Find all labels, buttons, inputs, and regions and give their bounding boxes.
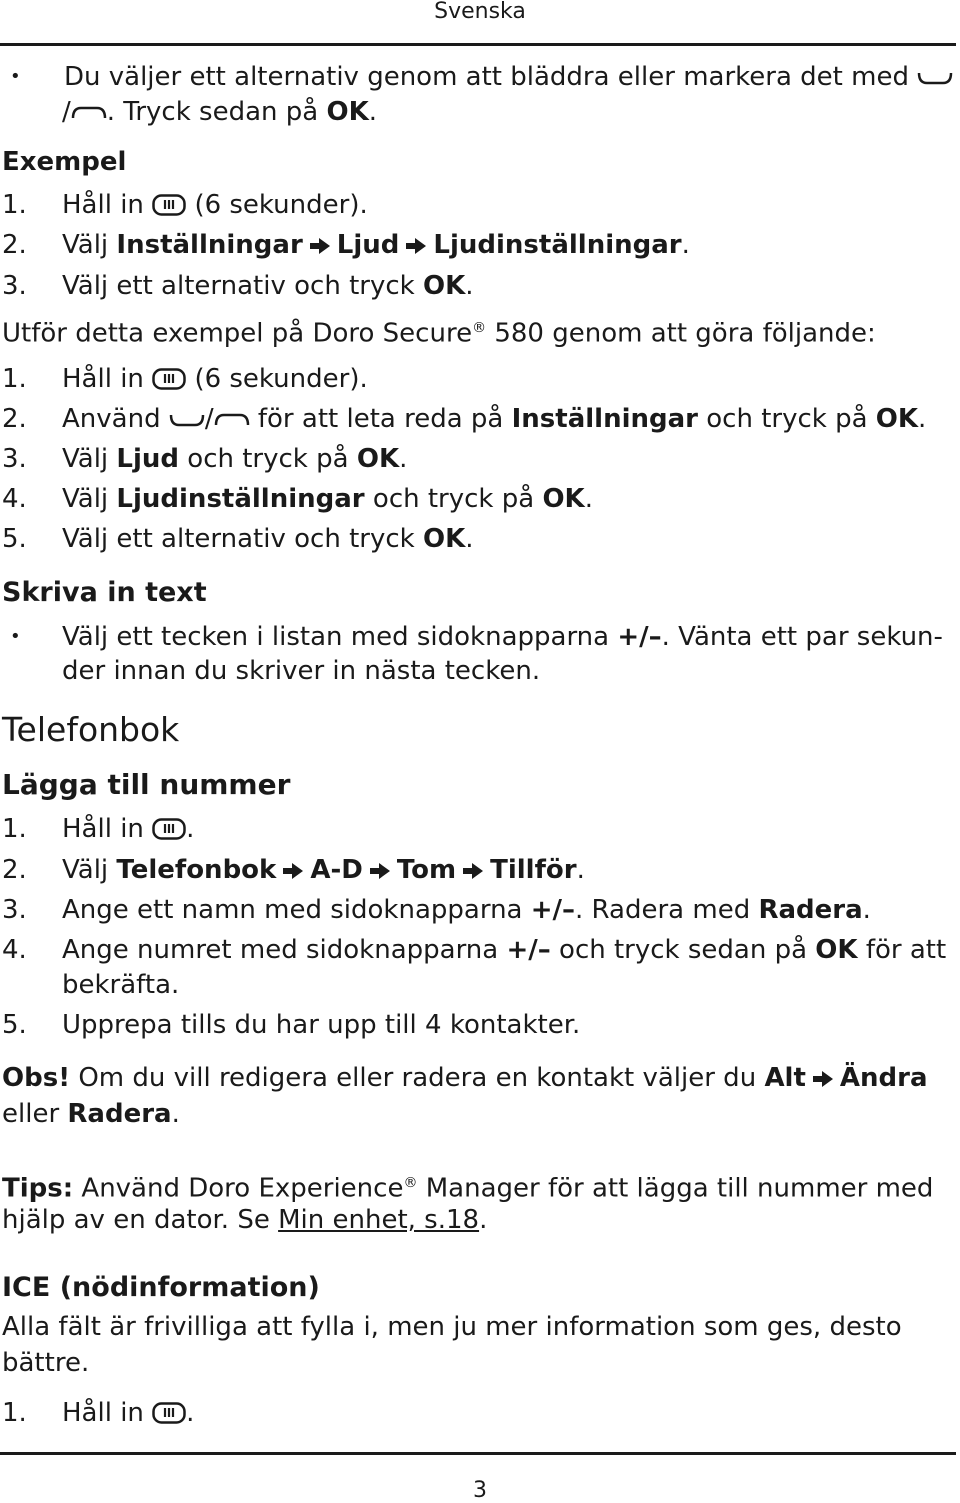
write-text-line2: der innan du skriver in nästa tecken.: [62, 656, 541, 686]
intro-bullet-line2: / . Tryck sedan på OK.: [62, 97, 377, 127]
bullet-dot: •: [10, 66, 21, 87]
key-icon: [152, 194, 186, 216]
phonebook-step-4-text: Ange numret med sidoknapparna +/– och tryck sedan på OK för att: [62, 935, 947, 965]
page-number: 3: [473, 1478, 487, 1503]
arrow-right-icon: [462, 862, 484, 880]
write-text-heading: Skriva in text: [2, 577, 207, 608]
ice-step-1-num: 1.: [2, 1398, 27, 1428]
example-step-2-num: 2.: [2, 230, 27, 260]
arrow-right-icon: [369, 862, 391, 880]
nav-down-icon: [917, 70, 953, 86]
example-step-3-num: 3.: [2, 271, 27, 301]
phonebook-step-5-num: 5.: [2, 1010, 27, 1040]
secure-step-5-num: 5.: [2, 524, 27, 554]
phonebook-step-3-num: 3.: [2, 895, 27, 925]
arrow-right-icon: [309, 237, 331, 255]
example-heading: Exempel: [2, 147, 127, 177]
add-number-heading: Lägga till nummer: [2, 768, 291, 801]
arrow-right-icon: [282, 862, 304, 880]
ice-step-1-text: Håll in .: [62, 1398, 195, 1428]
secure-step-4-num: 4.: [2, 484, 27, 514]
example-step-1: 1.: [2, 190, 27, 220]
phonebook-step-1-text: Håll in .: [62, 814, 195, 844]
secure-step-2-num: 2.: [2, 404, 27, 434]
example-step-1-text: Håll in (6 sekunder).: [62, 190, 368, 220]
key-icon: [152, 818, 186, 840]
key-icon: [152, 1402, 186, 1424]
min-enhet-link[interactable]: Min enhet, s.18: [278, 1205, 480, 1235]
tip-line1: Tips: Använd Doro Experience® Manager för att lägga till nummer med: [2, 1173, 934, 1204]
example-step-3-text: Välj ett alternativ och tryck OK.: [62, 271, 474, 301]
arrow-right-icon: [812, 1070, 834, 1088]
ice-line1: Alla fält är frivilliga att fylla i, men ju mer information som ges, desto: [2, 1312, 902, 1342]
ok-label: OK: [326, 97, 369, 127]
note-line1: Obs! Om du vill redigera eller radera en kontakt väljer du Alt Ändra: [2, 1063, 928, 1093]
page-header-language: Svenska: [434, 0, 526, 24]
tip-line2: hjälp av en dator. Se Min enhet, s.18.: [2, 1205, 488, 1235]
intro-text: Du väljer ett alternativ genom att bläddra eller markera det med: [64, 62, 909, 92]
secure-step-1-text: Håll in (6 sekunder).: [62, 364, 368, 394]
secure-step-4-text: Välj Ljudinställningar och tryck på OK.: [62, 484, 593, 514]
ice-heading: ICE (nödinformation): [2, 1272, 320, 1303]
secure-step-5-text: Välj ett alternativ och tryck OK.: [62, 524, 474, 554]
header-rule: [0, 43, 956, 46]
nav-down-icon: [169, 412, 205, 428]
write-text-line1: Välj ett tecken i listan med sidoknapparna +/–. Vänta ett par sekun-: [62, 622, 943, 652]
secure-step-3-text: Välj Ljud och tryck på OK.: [62, 444, 408, 474]
phonebook-step-3-text: Ange ett namn med sidoknapparna +/–. Radera med Radera.: [62, 895, 871, 925]
secure-step-3-num: 3.: [2, 444, 27, 474]
footer-rule: [0, 1452, 956, 1455]
secure-step-2-text: Använd / för att leta reda på Inställningar och tryck på OK.: [62, 404, 927, 434]
phonebook-step-5-text: Upprepa tills du har upp till 4 kontakter.: [62, 1010, 581, 1040]
nav-up-icon: [214, 412, 250, 428]
ice-line2: bättre.: [2, 1348, 90, 1378]
arrow-right-icon: [405, 237, 427, 255]
key-icon: [152, 368, 186, 390]
example-step-2-text: Välj Inställningar Ljud Ljudinställningar.: [62, 230, 690, 260]
secure-intro: Utför detta exempel på Doro Secure® 580 genom att göra följande:: [2, 318, 876, 349]
nav-up-icon: [71, 105, 107, 121]
phonebook-step-1-num: 1.: [2, 814, 27, 844]
phonebook-step-2-text: Välj Telefonbok A-D Tom Tillför.: [62, 855, 585, 885]
phonebook-step-2-num: 2.: [2, 855, 27, 885]
secure-step-1-num: 1.: [2, 364, 27, 394]
phonebook-heading: Telefonbok: [2, 710, 180, 749]
phonebook-step-4-line2: bekräfta.: [62, 970, 180, 1000]
note-line2: eller Radera.: [2, 1099, 180, 1129]
phonebook-step-4-num: 4.: [2, 935, 27, 965]
